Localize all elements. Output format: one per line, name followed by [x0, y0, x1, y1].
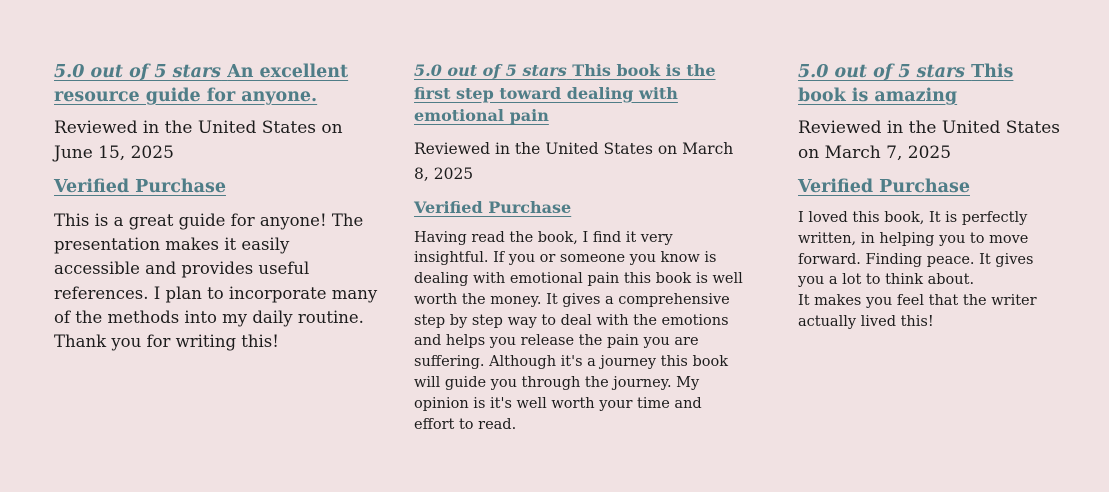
- review-title: This book is the first step toward dealing with emotional pain: [414, 61, 716, 125]
- verified-purchase-link[interactable]: Verified Purchase: [414, 197, 572, 217]
- review-title: An excellent resource guide for anyone.: [54, 62, 349, 106]
- verified-purchase-link[interactable]: Verified Purchase: [798, 177, 970, 197]
- review-body: This is a great guide for anyone! The presentation makes it easily accessible and provides useful references. I plan to incorporate many of the methods into my daily routine. Thank you for writing this!: [54, 211, 378, 352]
- review-card: [414, 60, 744, 435]
- review-date: Reviewed in the United States on March 7, 2025: [798, 118, 1061, 163]
- review-date: Reviewed in the United States on March 8, 2025: [414, 139, 734, 183]
- review-rating: 5.0 out of 5 stars: [414, 61, 567, 80]
- review-body: Having read the book, I find it very insightful. If you or someone you know is dealing with emotional pain this book is well worth the money. It gives a comprehensive step by step way to deal with the emotions and helps you release the pain you are suffering. Although it's a journey this book will guide you through the journey. My opinion is it's well worth your time and effort to read.: [414, 229, 743, 433]
- review-title-link[interactable]: [54, 60, 379, 108]
- review-title-link[interactable]: [414, 60, 744, 128]
- review-title-link[interactable]: [798, 60, 1060, 108]
- review-rating: 5.0 out of 5 stars: [798, 62, 966, 82]
- verified-purchase-link[interactable]: Verified Purchase: [54, 177, 226, 197]
- review-body: I loved this book, It is perfectly written, in helping you to move forward. Finding peace. It gives you a lot to think about. It makes you feel that the writer actually lived this!: [798, 210, 1037, 330]
- review-rating: 5.0 out of 5 stars: [54, 62, 222, 82]
- review-card: [54, 60, 379, 354]
- review-card: [798, 60, 1060, 333]
- review-title: This book is amazing: [798, 62, 1014, 106]
- review-date: Reviewed in the United States on June 15, 2025: [54, 118, 343, 163]
